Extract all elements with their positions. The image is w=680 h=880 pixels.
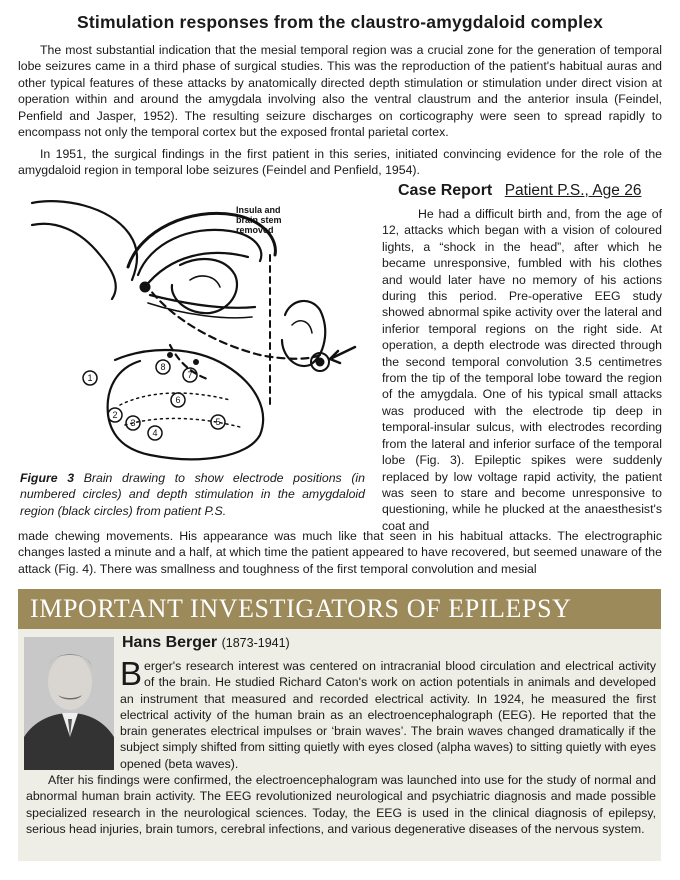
electrode-label: 5 xyxy=(215,417,221,427)
electrode-4 xyxy=(148,426,162,440)
electrode-2 xyxy=(108,408,122,422)
figure-caption xyxy=(20,470,365,519)
investigator-dates: (1873-1941) xyxy=(221,636,290,650)
case-report-body: He had a difficult birth and, from the age of 12, attacks which began with a vision of coloured lights, a “shock in the head”, after which he became unresponsive, fumbled with his clothes and would later have no memory of his actions during this period. Pre-operative EEG study showed abnormal spike activity over the lateral and inferior temporal regions on the right side. At operation, a depth electrode was directed through the second temporal convolution 3.5 centimetres from the tip of the temporal lobe toward the region of the amygdala. One of his typical small attacks was produced with the electrode tip deep in temporal-insular sulcus, with electrodes recording from the lateral and inferior surface of the temporal lobe (Fig. 3). Epileptic spikes were suddenly replaced by low voltage rapid activity, the patient was seen to stare and become unresponsive to questioning, while he plucked at the anaesthesist's coat and xyxy=(382,207,662,533)
intro-paragraph-2: In 1951, the surgical findings in the first patient in this series, initiated convincing evidence for the role of the amygdaloid region in temporal lobe seizures (Feindel and Penfield, 1954). xyxy=(18,147,662,178)
brain-drawing xyxy=(20,195,375,470)
electrode-label: 3 xyxy=(130,418,136,428)
investigators-banner: IMPORTANT INVESTIGATORS OF EPILEPSY xyxy=(18,589,661,629)
brain-drawing-figure xyxy=(20,195,375,470)
investigator-name: Hans Berger xyxy=(122,634,218,651)
electrode-5 xyxy=(211,415,225,429)
investigator-paragraph-1 xyxy=(120,655,656,772)
electrode-label: 8 xyxy=(160,362,166,372)
drop-cap: B xyxy=(120,655,143,692)
figure-caption-label: Figure 3 xyxy=(20,471,75,485)
figure-annotation-line-1: Insula and xyxy=(236,205,281,215)
page-title: Stimulation responses from the claustro-amygdaloid complex xyxy=(76,12,603,32)
electrode-8 xyxy=(156,360,170,374)
intro-paragraph-1: The most substantial indication that the mesial temporal region was a crucial zone for the generation of temporal lobe seizures came in a third phase of surgical studies. This was the reproduction of the patient's habitual auras and other typical features of these attacks by anatomically directed depth stimulation or stimulation under direct vision at operation within and around the amygdala involving also the ventral claustrum and the anterior insula (Feindel, Penfield and Jasper, 1952). The resulting seizure discharges on corticography were seen to spread rapidly to encompass not only the temporal cortex but the exposed frontal parietal cortex. xyxy=(18,43,662,140)
electrode-label: 6 xyxy=(175,395,181,405)
case-report-heading xyxy=(398,182,641,200)
electrode-1 xyxy=(83,371,97,385)
figure-caption-text: Brain drawing to show electrode positions (in numbered circles) and depth stimulation in the amygdaloid region (black circles) from patient P.S. xyxy=(20,471,365,518)
case-report-continuation: made chewing movements. His appearance was much like that seen in his habitual attacks. The electrographic changes lasted a minute and a half, at which time the patient appeared to have recovered, but seemed unaware of the attack (Fig. 4). There was smallness and toughness of the first temporal convolution and mesial xyxy=(18,529,662,576)
case-report-title: Case Report xyxy=(398,182,493,199)
investigator-paragraph-1-text: erger's research interest was centered on intracranial blood circulation and electrical activity of the brain. He studied Richard Caton's work on action potentials in animals and developed an instrument that measured and recorded electrical activity. In 1924, he measured the first electrical activity of the human brain as an electroencephalograph (EEG). He reported that the brain generates electrical impulses or ‘brain waves’. The brain waves changed dramatically if the subject simply shifted from sitting quietly with eyes closed (alpha waves) to sitting quietly with eyes opened (beta waves). xyxy=(120,659,656,771)
electrode-3 xyxy=(126,416,140,430)
case-report-subtitle: Patient P.S., Age 26 xyxy=(504,182,642,199)
investigator-paragraph-2: After his findings were confirmed, the electroencephalogram was launched into use for the study of normal and abnormal human brain activity. The EEG revolutionized neurological and psychiatric diagnosis and made possible specialized research in the neurological sciences. Today, the EEG is used in the clinical diagnosis of epilepsy, serious head injuries, brain tumors, cerebral infections, and various degenerative diseases of the nervous system. xyxy=(26,773,656,837)
electrode-label: 4 xyxy=(152,428,158,438)
figure-annotation-line-3: removed xyxy=(236,225,274,235)
investigator-heading xyxy=(122,634,290,652)
electrode-label: 7 xyxy=(187,370,193,380)
electrode-label: 1 xyxy=(87,373,93,383)
figure-annotation-line-2: brain stem xyxy=(236,215,282,225)
electrode-label: 2 xyxy=(112,410,118,420)
electrode-7 xyxy=(183,368,197,382)
electrode-6 xyxy=(171,393,185,407)
portrait-image xyxy=(24,637,114,770)
hans-berger-portrait xyxy=(24,637,114,770)
